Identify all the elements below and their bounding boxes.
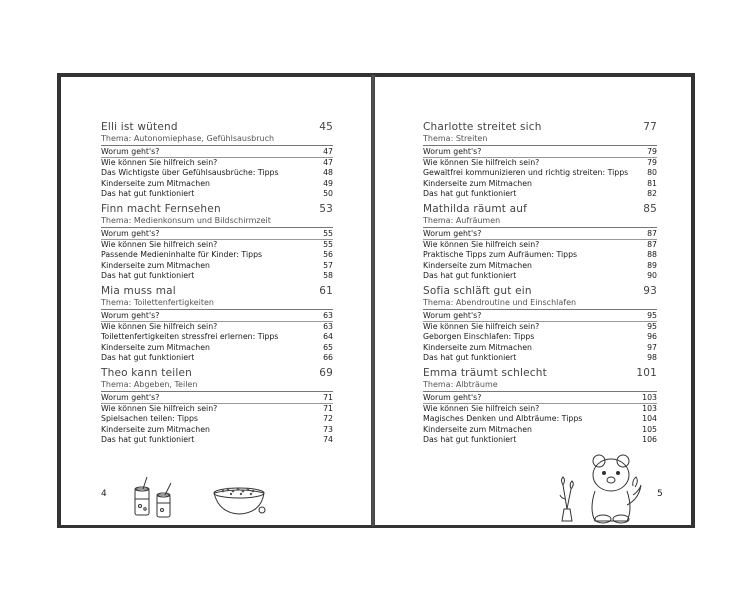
toc-entry-label: Wie können Sie hilfreich sein? bbox=[101, 240, 218, 250]
toc-entry-page: 63 bbox=[323, 322, 333, 332]
toc-chapter bbox=[101, 285, 333, 367]
toc-entry bbox=[101, 179, 333, 189]
toc-entry-label: Wie können Sie hilfreich sein? bbox=[101, 158, 218, 168]
chapter-title: Mathilda räumt auf bbox=[423, 203, 528, 215]
chapter-title: Elli ist wütend bbox=[101, 121, 178, 133]
chapter-heading bbox=[101, 121, 333, 134]
toc-entry bbox=[101, 414, 333, 424]
toc-entry-label: Wie können Sie hilfreich sein? bbox=[101, 404, 218, 414]
toc-entry-label: Das hat gut funktioniert bbox=[101, 352, 195, 362]
toc-entry-page: 104 bbox=[642, 414, 657, 424]
toc-entry bbox=[423, 332, 657, 342]
toc-entry-label: Wie können Sie hilfreich sein? bbox=[423, 158, 540, 168]
toc-entry-label: Kinderseite zum Mitmachen bbox=[423, 424, 532, 434]
toc-entry bbox=[423, 229, 657, 240]
toc-entry-page: 80 bbox=[647, 168, 657, 178]
toc-entry-label: Passende Medieninhalte für Kinder: Tipps bbox=[101, 250, 263, 260]
toc-entry-page: 55 bbox=[323, 240, 333, 250]
page-number-left: 4 bbox=[101, 489, 107, 499]
chapter-title: Emma träumt schlecht bbox=[423, 367, 547, 379]
chapter-heading bbox=[423, 367, 657, 380]
toc-entry-label: Spielsachen teilen: Tipps bbox=[101, 414, 198, 424]
snack-bowl-icon bbox=[211, 483, 269, 519]
toc-entry-page: 88 bbox=[647, 250, 657, 260]
toc-chapter bbox=[423, 367, 657, 449]
chapter-theme: Thema: Abgeben, Teilen bbox=[101, 380, 333, 392]
toc-entry-label: Worum geht's? bbox=[423, 393, 482, 402]
chapter-heading bbox=[423, 203, 657, 216]
toc-entry-label: Wie können Sie hilfreich sein? bbox=[423, 240, 540, 250]
toc-entry bbox=[423, 250, 657, 260]
toc-entry-page: 87 bbox=[647, 229, 657, 238]
toc-entry-page: 65 bbox=[323, 342, 333, 352]
toc-entry-page: 90 bbox=[647, 270, 657, 280]
toc-entry bbox=[423, 179, 657, 189]
chapter-heading bbox=[101, 367, 333, 380]
toc-entry-label: Worum geht's? bbox=[101, 229, 160, 238]
toc-entry-label: Kinderseite zum Mitmachen bbox=[101, 342, 210, 352]
chapter-title: Mia muss mal bbox=[101, 285, 176, 297]
chapter-heading bbox=[423, 285, 657, 298]
toc-chapter bbox=[101, 121, 333, 203]
toc-entry bbox=[423, 393, 657, 404]
chapter-page-number: 45 bbox=[319, 121, 333, 133]
toc-entry-page: 96 bbox=[647, 332, 657, 342]
toc-entry-page: 103 bbox=[642, 393, 657, 402]
toc-entry-page: 79 bbox=[647, 158, 657, 168]
chapter-theme: Thema: Abendroutine und Einschlafen bbox=[423, 298, 657, 310]
chapter-heading bbox=[101, 285, 333, 298]
left-page bbox=[61, 77, 371, 525]
toc-entry-page: 103 bbox=[642, 404, 657, 414]
toc-chapter bbox=[101, 203, 333, 285]
toc-entry-page: 56 bbox=[323, 250, 333, 260]
toc-entry bbox=[423, 322, 657, 332]
toc-entry bbox=[101, 261, 333, 271]
toc-entry-label: Worum geht's? bbox=[101, 311, 160, 320]
toc-entry-page: 98 bbox=[647, 352, 657, 362]
toc-entry-label: Worum geht's? bbox=[101, 393, 160, 402]
toc-entry bbox=[423, 404, 657, 414]
chapter-page-number: 69 bbox=[319, 367, 333, 379]
toc-entry bbox=[423, 414, 657, 424]
toc-entry bbox=[423, 271, 657, 281]
toc-entry bbox=[423, 343, 657, 353]
toc-entry-label: Magisches Denken und Albträume: Tipps bbox=[423, 414, 583, 424]
juice-cups-icon bbox=[131, 475, 191, 523]
toc-chapter bbox=[423, 121, 657, 203]
chapter-page-number: 53 bbox=[319, 203, 333, 215]
chapter-theme: Thema: Albträume bbox=[423, 380, 657, 392]
toc-entry-label: Das hat gut funktioniert bbox=[423, 352, 517, 362]
toc-chapter bbox=[101, 367, 333, 449]
chapter-heading bbox=[423, 121, 657, 134]
toc-entry bbox=[101, 343, 333, 353]
toc-entry-label: Worum geht's? bbox=[423, 229, 482, 238]
toc-entry-page: 49 bbox=[323, 178, 333, 188]
teddy-bear-icon bbox=[581, 449, 647, 525]
chapter-theme: Thema: Toilettenfertigkeiten bbox=[101, 298, 333, 310]
toc-entry-page: 71 bbox=[323, 404, 333, 414]
chapter-page-number: 61 bbox=[319, 285, 333, 297]
toc-entry-label: Kinderseite zum Mitmachen bbox=[423, 260, 532, 270]
toc-entry-page: 74 bbox=[323, 434, 333, 444]
toc-entry-label: Das hat gut funktioniert bbox=[101, 188, 195, 198]
toc-entry bbox=[423, 425, 657, 435]
toc-entry bbox=[423, 311, 657, 322]
toc-right-column bbox=[423, 121, 657, 449]
toc-entry-label: Kinderseite zum Mitmachen bbox=[101, 260, 210, 270]
toc-entry bbox=[101, 158, 333, 168]
toc-entry-label: Das Wichtigste über Gefühlsausbrüche: Tipps bbox=[101, 168, 279, 178]
toc-entry-label: Das hat gut funktioniert bbox=[423, 434, 517, 444]
toc-left-column bbox=[101, 121, 333, 449]
flower-vase-icon bbox=[555, 475, 581, 523]
toc-entry-page: 81 bbox=[647, 178, 657, 188]
toc-entry-page: 89 bbox=[647, 260, 657, 270]
toc-entry bbox=[101, 147, 333, 158]
toc-entry-page: 71 bbox=[323, 393, 333, 402]
toc-entry bbox=[423, 435, 657, 445]
toc-entry-label: Wie können Sie hilfreich sein? bbox=[423, 322, 540, 332]
toc-entry bbox=[423, 353, 657, 363]
toc-entry-page: 58 bbox=[323, 270, 333, 280]
chapter-page-number: 85 bbox=[643, 203, 657, 215]
toc-chapter bbox=[423, 285, 657, 367]
toc-entry bbox=[423, 168, 657, 178]
toc-entry-label: Kinderseite zum Mitmachen bbox=[101, 178, 210, 188]
toc-entry bbox=[101, 189, 333, 199]
toc-entry-page: 106 bbox=[642, 434, 657, 444]
toc-entry-page: 105 bbox=[642, 424, 657, 434]
toc-entry-page: 48 bbox=[323, 168, 333, 178]
toc-entry bbox=[101, 168, 333, 178]
toc-entry-label: Worum geht's? bbox=[423, 311, 482, 320]
toc-entry-label: Das hat gut funktioniert bbox=[423, 188, 517, 198]
chapter-theme: Thema: Streiten bbox=[423, 134, 657, 146]
toc-entry bbox=[101, 404, 333, 414]
toc-entry-label: Geborgen Einschlafen: Tipps bbox=[423, 332, 535, 342]
toc-entry bbox=[101, 425, 333, 435]
toc-entry-label: Wie können Sie hilfreich sein? bbox=[423, 404, 540, 414]
toc-entry-label: Kinderseite zum Mitmachen bbox=[101, 424, 210, 434]
toc-entry-label: Das hat gut funktioniert bbox=[423, 270, 517, 280]
toc-entry bbox=[101, 250, 333, 260]
toc-entry-page: 72 bbox=[323, 414, 333, 424]
toc-entry-label: Toilettenfertigkeiten stressfrei erlernen: Tipps bbox=[101, 332, 279, 342]
book-spread bbox=[57, 73, 695, 528]
chapter-theme: Thema: Aufräumen bbox=[423, 216, 657, 228]
toc-entry-page: 64 bbox=[323, 332, 333, 342]
toc-entry-page: 50 bbox=[323, 188, 333, 198]
toc-chapter bbox=[423, 203, 657, 285]
toc-entry bbox=[101, 229, 333, 240]
toc-entry bbox=[423, 240, 657, 250]
toc-entry-label: Praktische Tipps zum Aufräumen: Tipps bbox=[423, 250, 578, 260]
chapter-title: Charlotte streitet sich bbox=[423, 121, 542, 133]
toc-entry-page: 57 bbox=[323, 260, 333, 270]
toc-entry-label: Kinderseite zum Mitmachen bbox=[423, 178, 532, 188]
page-number-right: 5 bbox=[657, 489, 663, 499]
toc-entry bbox=[101, 311, 333, 322]
toc-entry-page: 97 bbox=[647, 342, 657, 352]
toc-entry bbox=[101, 435, 333, 445]
toc-entry-label: Wie können Sie hilfreich sein? bbox=[101, 322, 218, 332]
toc-entry bbox=[423, 158, 657, 168]
toc-entry-label: Das hat gut funktioniert bbox=[101, 270, 195, 280]
toc-entry bbox=[101, 332, 333, 342]
toc-entry bbox=[101, 393, 333, 404]
toc-entry-label: Kinderseite zum Mitmachen bbox=[423, 342, 532, 352]
toc-entry-label: Gewaltfrei kommunizieren und richtig streiten: Tipps bbox=[423, 168, 629, 178]
toc-entry-label: Worum geht's? bbox=[101, 147, 160, 156]
toc-entry bbox=[101, 271, 333, 281]
toc-entry-page: 95 bbox=[647, 322, 657, 332]
chapter-page-number: 77 bbox=[643, 121, 657, 133]
chapter-page-number: 93 bbox=[643, 285, 657, 297]
toc-entry bbox=[101, 353, 333, 363]
toc-entry-page: 73 bbox=[323, 424, 333, 434]
toc-entry-page: 66 bbox=[323, 352, 333, 362]
toc-entry-page: 87 bbox=[647, 240, 657, 250]
toc-entry-page: 82 bbox=[647, 188, 657, 198]
toc-entry-page: 79 bbox=[647, 147, 657, 156]
chapter-theme: Thema: Autonomiephase, Gefühlsausbruch bbox=[101, 134, 333, 146]
chapter-theme: Thema: Medienkonsum und Bildschirmzeit bbox=[101, 216, 333, 228]
toc-entry-page: 63 bbox=[323, 311, 333, 320]
chapter-title: Sofia schläft gut ein bbox=[423, 285, 532, 297]
chapter-heading bbox=[101, 203, 333, 216]
toc-entry bbox=[423, 261, 657, 271]
toc-entry bbox=[423, 189, 657, 199]
toc-entry-label: Worum geht's? bbox=[423, 147, 482, 156]
toc-entry bbox=[101, 240, 333, 250]
toc-entry-page: 47 bbox=[323, 158, 333, 168]
toc-entry-page: 95 bbox=[647, 311, 657, 320]
toc-entry-page: 55 bbox=[323, 229, 333, 238]
chapter-title: Theo kann teilen bbox=[101, 367, 192, 379]
right-page bbox=[375, 77, 691, 525]
toc-entry bbox=[423, 147, 657, 158]
toc-entry-page: 47 bbox=[323, 147, 333, 156]
toc-entry bbox=[101, 322, 333, 332]
chapter-title: Finn macht Fernsehen bbox=[101, 203, 221, 215]
chapter-page-number: 101 bbox=[636, 367, 657, 379]
toc-entry-label: Das hat gut funktioniert bbox=[101, 434, 195, 444]
